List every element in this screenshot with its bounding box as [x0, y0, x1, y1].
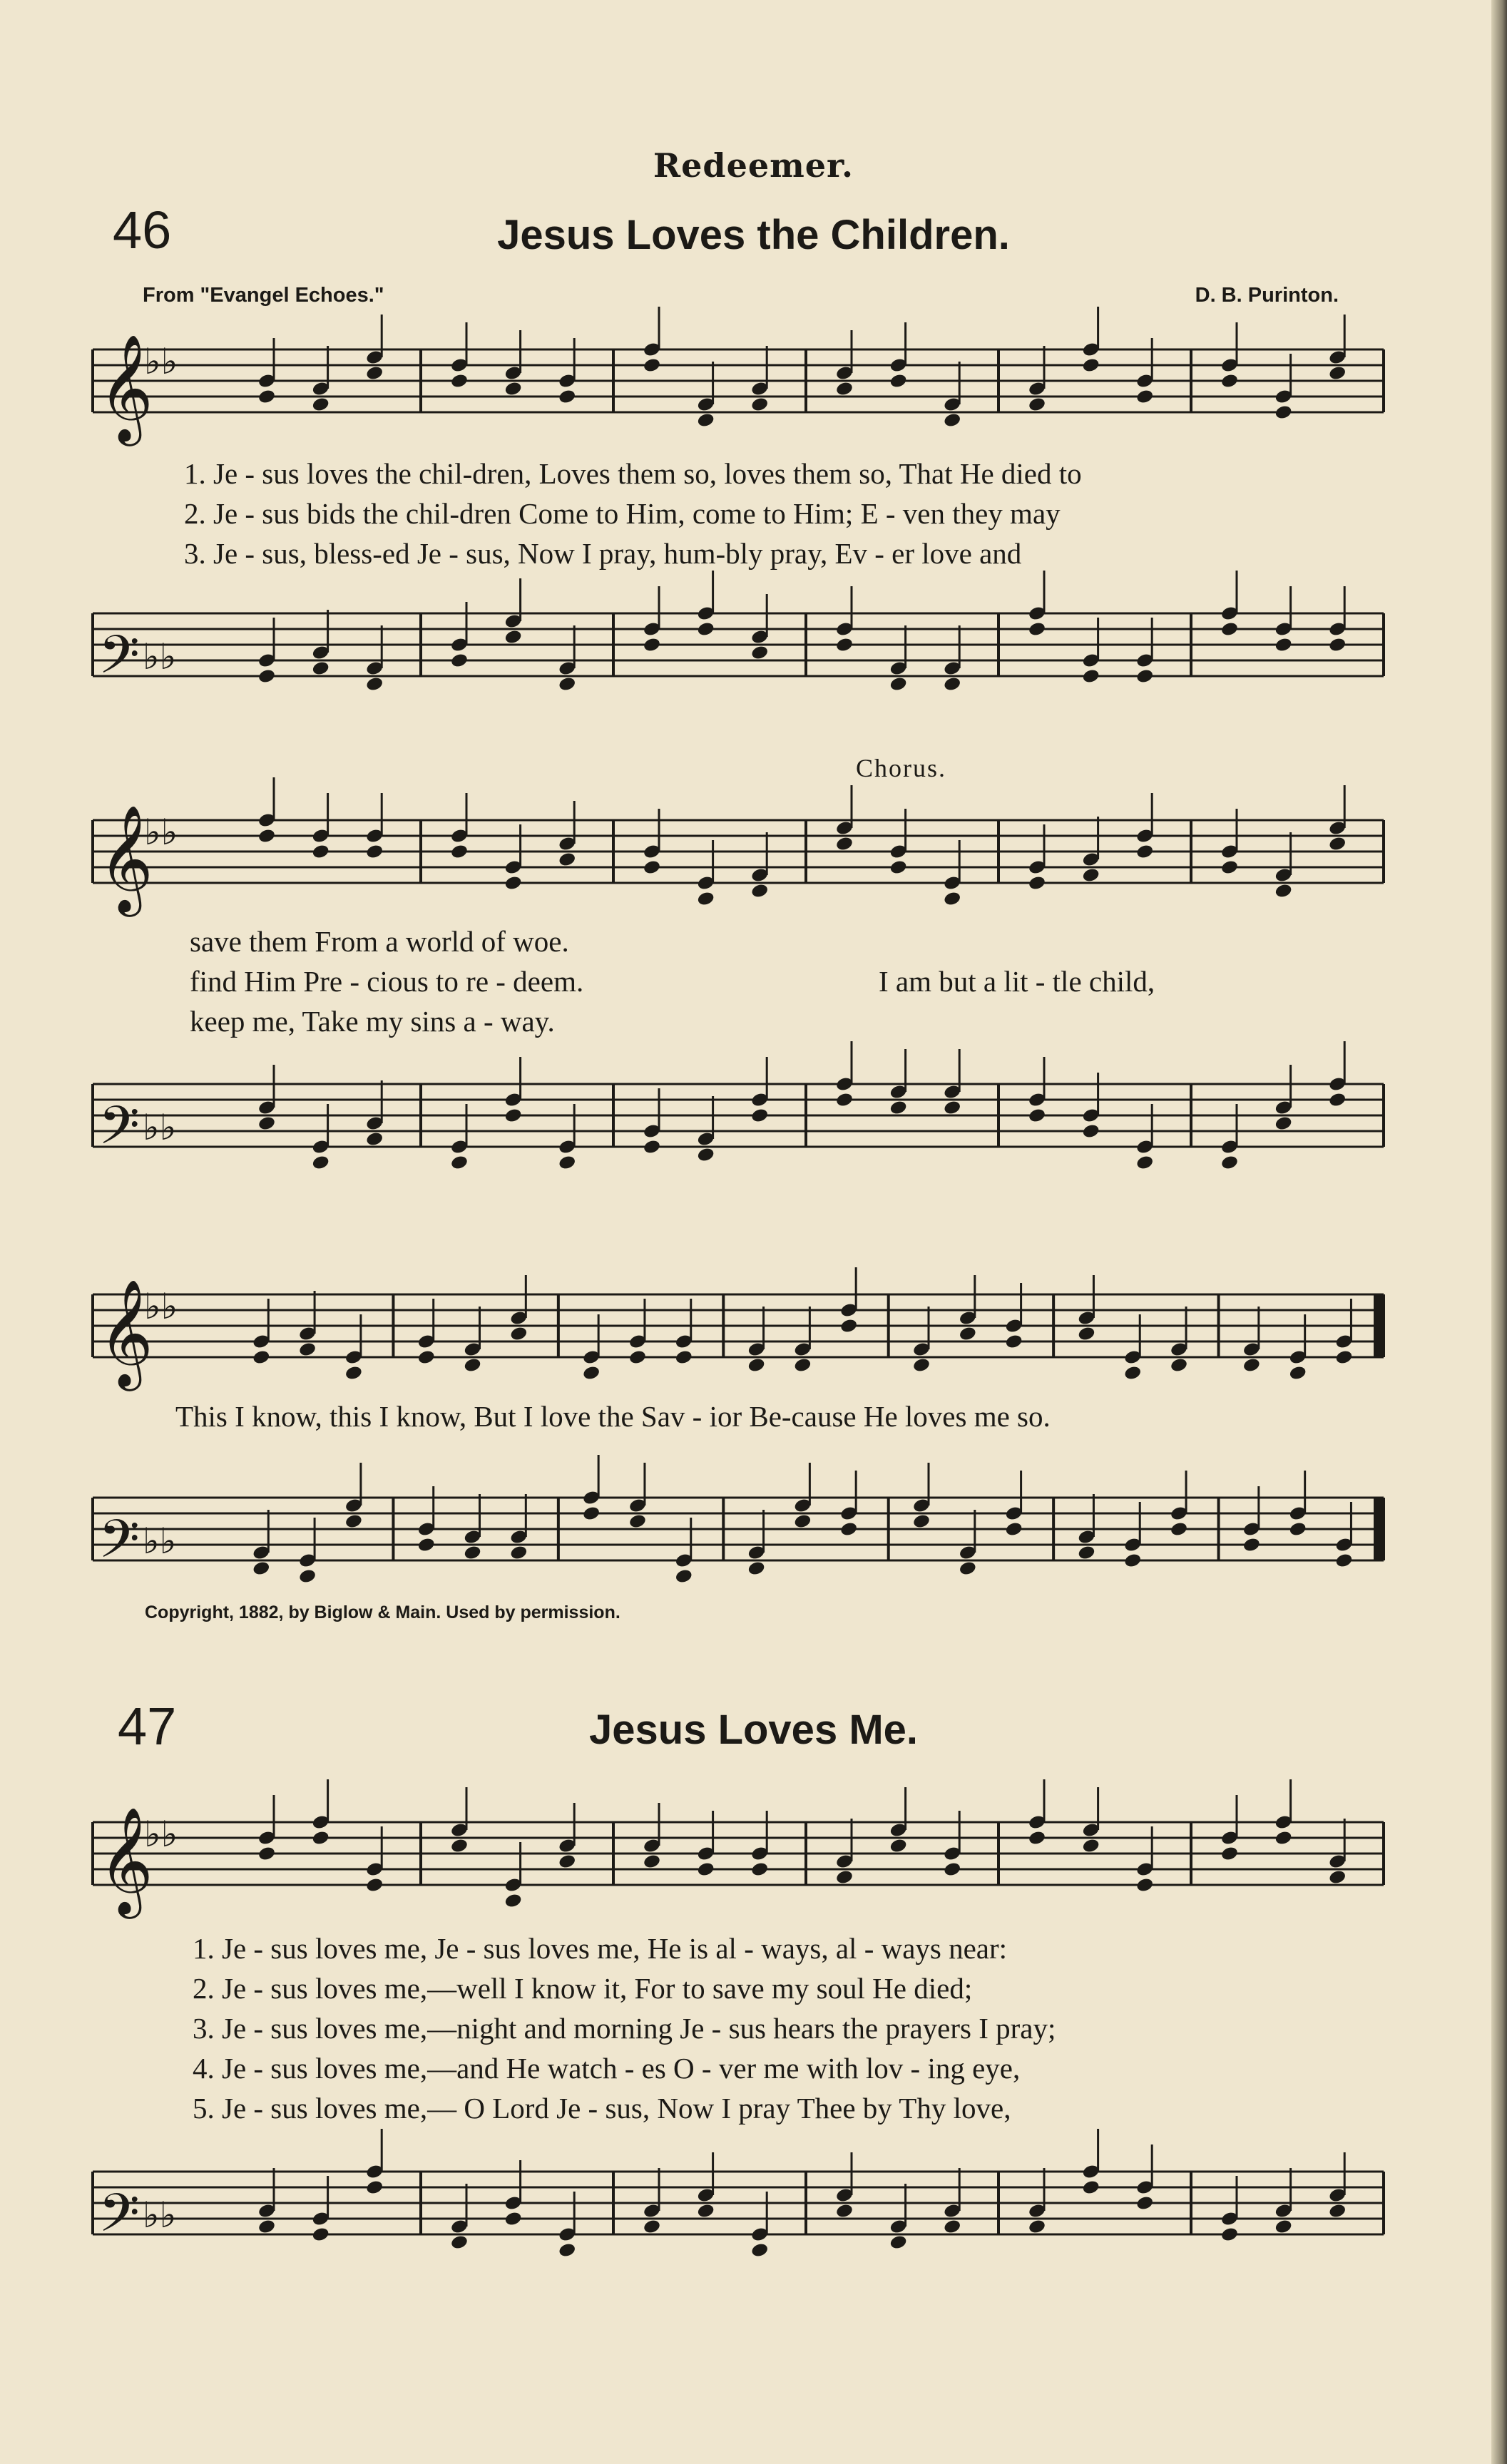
page-edge	[1491, 0, 1507, 2464]
system-1-bass-staff	[93, 599, 1391, 713]
hymn-46-verse-1-line: 1. Je - sus loves the chil-dren, Loves them so, loves them so, That He died to	[184, 457, 1082, 490]
hymn-46-author: D. B. Purinton.	[1195, 284, 1339, 307]
svg-text:♭♭: ♭♭	[144, 812, 178, 853]
system-4-treble-staff	[93, 1808, 1391, 1922]
hymn-46-s3-line: This I know, this I know, But I love the Sav - ior Be-cause He loves me so.	[175, 1400, 1051, 1433]
svg-text:𝄢: 𝄢	[98, 1095, 140, 1170]
hymn-47-verse-3: 3. Je - sus loves me,—night and morning Je - sus hears the prayers I pray;	[193, 2012, 1056, 2045]
svg-text:𝄢: 𝄢	[98, 2182, 140, 2257]
hymn-47-verse-5: 5. Je - sus loves me,— O Lord Je - sus, Now I pray Thee by Thy love,	[193, 2092, 1011, 2125]
chorus-line: I am but a lit - tle child,	[879, 965, 1155, 998]
svg-text:♭♭: ♭♭	[144, 1286, 178, 1327]
system-2-bass-staff	[93, 1070, 1391, 1184]
hymn-46-title: Jesus Loves the Children.	[497, 212, 1010, 258]
svg-text:♭♭: ♭♭	[143, 1107, 177, 1148]
system-2-treble-staff	[93, 806, 1391, 920]
chorus-label: Chorus.	[856, 754, 947, 782]
hymn-47-verse-2: 2. Je - sus loves me,—well I know it, For to save my soul He died;	[193, 1972, 973, 2005]
hymn-47-title: Jesus Loves Me.	[589, 1707, 918, 1753]
system-1-treble-staff	[93, 335, 1391, 449]
svg-text:𝄞: 𝄞	[98, 1806, 153, 1914]
hymn-47-number: 47	[118, 1697, 177, 1756]
section-heading: Redeemer.	[653, 146, 854, 185]
hymn-46-source: From "Evangel Echoes."	[143, 284, 384, 307]
system-4-bass-staff	[93, 2157, 1391, 2271]
hymn-46-verse-2-line: 2. Je - sus bids the chil-dren Come to Him, come to Him; E - ven they may	[184, 497, 1061, 530]
svg-text:𝄞: 𝄞	[98, 804, 153, 912]
hymn-47-verse-4: 4. Je - sus loves me,—and He watch - es O - ver me with lov - ing eye,	[193, 2052, 1021, 2085]
hymn-46-s2-line-3: keep me, Take my sins a - way.	[190, 1005, 555, 1038]
svg-text:𝄞: 𝄞	[98, 333, 153, 441]
hymn-46-s2-line-2: find Him Pre - cious to re - deem.	[190, 965, 584, 998]
svg-text:𝄞: 𝄞	[98, 1278, 153, 1386]
hymn-46-copyright: Copyright, 1882, by Biglow & Main. Used by permission.	[145, 1602, 620, 1622]
hymn-46-number: 46	[113, 200, 172, 260]
system-3-treble-staff	[93, 1280, 1391, 1394]
svg-text:♭♭: ♭♭	[144, 1814, 178, 1855]
svg-text:𝄢: 𝄢	[98, 624, 140, 699]
hymn-47-verse-1: 1. Je - sus loves me, Je - sus loves me, He is al - ways, al - ways near:	[193, 1932, 1008, 1965]
svg-text:♭♭: ♭♭	[143, 2194, 177, 2236]
svg-text:♭♭: ♭♭	[143, 636, 177, 678]
svg-text:♭♭: ♭♭	[144, 341, 178, 382]
svg-text:𝄢: 𝄢	[98, 1508, 140, 1583]
svg-text:♭♭: ♭♭	[143, 1520, 177, 1562]
hymn-46-s2-line-1: save them From a world of woe.	[190, 925, 569, 958]
hymn-46-verse-3-line: 3. Je - sus, bless-ed Je - sus, Now I pray, hum-bly pray, Ev - er love and	[184, 537, 1022, 570]
system-3-bass-staff	[93, 1483, 1391, 1597]
